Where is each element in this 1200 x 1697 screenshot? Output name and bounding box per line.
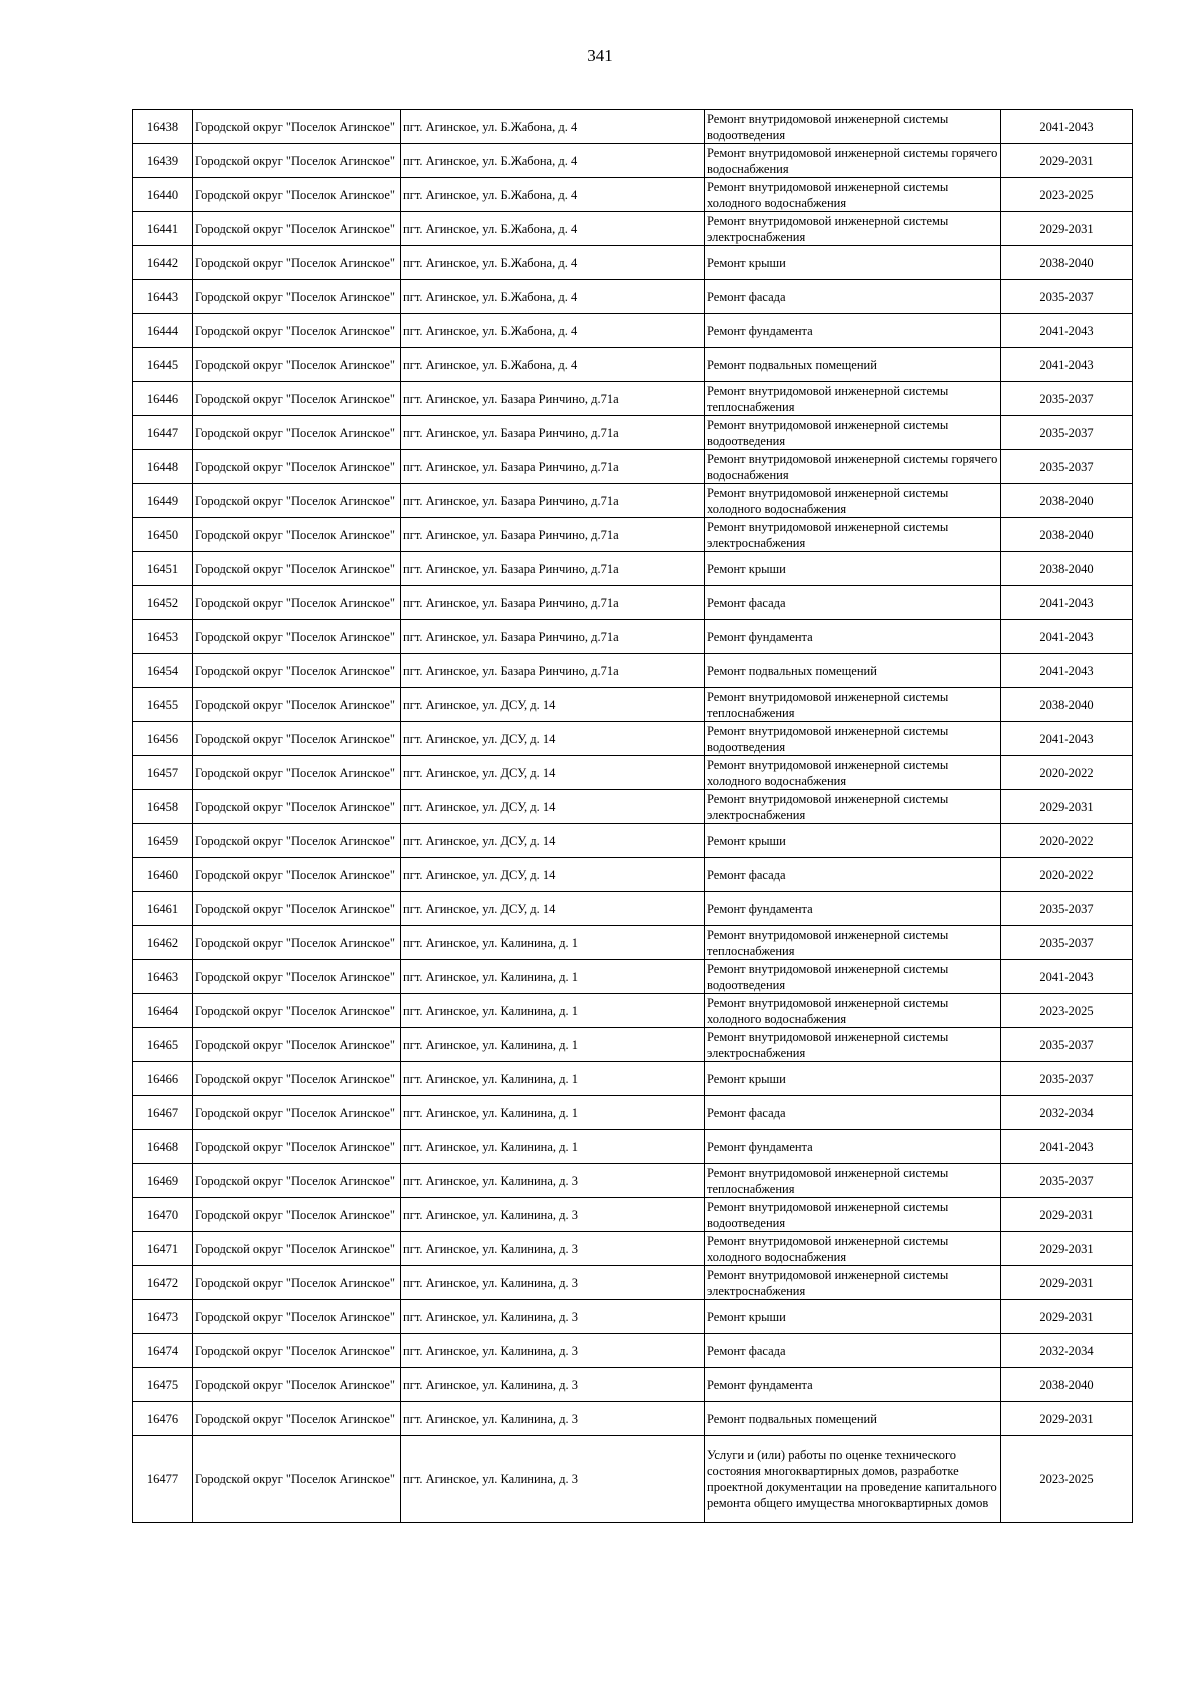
address-cell: пгт. Агинское, ул. ДСУ, д. 14: [401, 790, 705, 824]
page-number: 341: [587, 46, 613, 65]
table-row: [133, 994, 1133, 1028]
row-number-cell: 16452: [133, 586, 193, 620]
row-number-cell: 16474: [133, 1334, 193, 1368]
period-cell: 2035-2037: [1001, 1062, 1133, 1096]
work-type-cell: Ремонт крыши: [705, 824, 1001, 858]
address-cell: пгт. Агинское, ул. Калинина, д. 3: [401, 1232, 705, 1266]
address-cell: пгт. Агинское, ул. Б.Жабона, д. 4: [401, 178, 705, 212]
work-type-cell: Ремонт внутридомовой инженерной системы теплоснабжения: [705, 926, 1001, 960]
municipality-cell: Городской округ "Поселок Агинское": [193, 722, 401, 756]
work-type-cell: Ремонт фасада: [705, 1334, 1001, 1368]
period-cell: 2035-2037: [1001, 926, 1133, 960]
table-row: [133, 790, 1133, 824]
work-type-cell: Ремонт внутридомовой инженерной системы электроснабжения: [705, 1266, 1001, 1300]
period-cell: 2029-2031: [1001, 212, 1133, 246]
address-cell: пгт. Агинское, ул. Калинина, д. 1: [401, 926, 705, 960]
work-type-cell: Ремонт внутридомовой инженерной системы теплоснабжения: [705, 688, 1001, 722]
address-cell: пгт. Агинское, ул. ДСУ, д. 14: [401, 722, 705, 756]
address-cell: пгт. Агинское, ул. Базара Ринчино, д.71а: [401, 620, 705, 654]
table-row: [133, 756, 1133, 790]
address-cell: пгт. Агинское, ул. Базара Ринчино, д.71а: [401, 654, 705, 688]
period-cell: 2038-2040: [1001, 246, 1133, 280]
work-type-cell: Ремонт внутридомовой инженерной системы водоотведения: [705, 416, 1001, 450]
row-number-cell: 16459: [133, 824, 193, 858]
period-cell: 2029-2031: [1001, 1232, 1133, 1266]
municipality-cell: Городской округ "Поселок Агинское": [193, 1402, 401, 1436]
work-type-cell: Ремонт фундамента: [705, 892, 1001, 926]
row-number-cell: 16457: [133, 756, 193, 790]
municipality-cell: Городской округ "Поселок Агинское": [193, 178, 401, 212]
municipality-cell: Городской округ "Поселок Агинское": [193, 348, 401, 382]
table-row: [133, 1062, 1133, 1096]
table-row: [133, 178, 1133, 212]
municipality-cell: Городской округ "Поселок Агинское": [193, 552, 401, 586]
row-number-cell: 16468: [133, 1130, 193, 1164]
period-cell: 2041-2043: [1001, 620, 1133, 654]
address-cell: пгт. Агинское, ул. Калинина, д. 1: [401, 1062, 705, 1096]
municipality-cell: Городской округ "Поселок Агинское": [193, 1198, 401, 1232]
period-cell: 2029-2031: [1001, 144, 1133, 178]
municipality-cell: Городской округ "Поселок Агинское": [193, 1096, 401, 1130]
municipality-cell: Городской округ "Поселок Агинское": [193, 314, 401, 348]
row-number-cell: 16441: [133, 212, 193, 246]
work-type-cell: Ремонт крыши: [705, 1062, 1001, 1096]
row-number-cell: 16476: [133, 1402, 193, 1436]
table-row: [133, 314, 1133, 348]
table-row: [133, 518, 1133, 552]
period-cell: 2032-2034: [1001, 1334, 1133, 1368]
row-number-cell: 16469: [133, 1164, 193, 1198]
period-cell: 2035-2037: [1001, 1028, 1133, 1062]
row-number-cell: 16467: [133, 1096, 193, 1130]
work-type-cell: Ремонт крыши: [705, 246, 1001, 280]
work-type-cell: Ремонт внутридомовой инженерной системы теплоснабжения: [705, 382, 1001, 416]
municipality-cell: Городской округ "Поселок Агинское": [193, 858, 401, 892]
address-cell: пгт. Агинское, ул. Калинина, д. 3: [401, 1436, 705, 1523]
municipality-cell: Городской округ "Поселок Агинское": [193, 790, 401, 824]
row-number-cell: 16449: [133, 484, 193, 518]
table-row: [133, 484, 1133, 518]
table-row: [133, 246, 1133, 280]
period-cell: 2041-2043: [1001, 960, 1133, 994]
work-type-cell: Ремонт внутридомовой инженерной системы электроснабжения: [705, 212, 1001, 246]
period-cell: 2041-2043: [1001, 110, 1133, 144]
row-number-cell: 16466: [133, 1062, 193, 1096]
address-cell: пгт. Агинское, ул. Б.Жабона, д. 4: [401, 348, 705, 382]
work-type-cell: Ремонт подвальных помещений: [705, 348, 1001, 382]
address-cell: пгт. Агинское, ул. Калинина, д. 3: [401, 1266, 705, 1300]
row-number-cell: 16463: [133, 960, 193, 994]
period-cell: 2038-2040: [1001, 688, 1133, 722]
municipality-cell: Городской округ "Поселок Агинское": [193, 1334, 401, 1368]
municipality-cell: Городской округ "Поселок Агинское": [193, 994, 401, 1028]
row-number-cell: 16471: [133, 1232, 193, 1266]
period-cell: 2023-2025: [1001, 178, 1133, 212]
work-type-cell: Ремонт внутридомовой инженерной системы холодного водоснабжения: [705, 484, 1001, 518]
period-cell: 2020-2022: [1001, 858, 1133, 892]
table-row: [133, 654, 1133, 688]
address-cell: пгт. Агинское, ул. Б.Жабона, д. 4: [401, 314, 705, 348]
table-row: [133, 620, 1133, 654]
period-cell: 2032-2034: [1001, 1096, 1133, 1130]
work-type-cell: Ремонт подвальных помещений: [705, 1402, 1001, 1436]
table-row: [133, 416, 1133, 450]
work-type-cell: Ремонт фундамента: [705, 314, 1001, 348]
address-cell: пгт. Агинское, ул. Калинина, д. 1: [401, 1028, 705, 1062]
period-cell: 2038-2040: [1001, 1368, 1133, 1402]
municipality-cell: Городской округ "Поселок Агинское": [193, 110, 401, 144]
row-number-cell: 16462: [133, 926, 193, 960]
address-cell: пгт. Агинское, ул. Калинина, д. 1: [401, 1130, 705, 1164]
municipality-cell: Городской округ "Поселок Агинское": [193, 246, 401, 280]
address-cell: пгт. Агинское, ул. Калинина, д. 3: [401, 1334, 705, 1368]
work-type-cell: Ремонт фасада: [705, 1096, 1001, 1130]
address-cell: пгт. Агинское, ул. ДСУ, д. 14: [401, 824, 705, 858]
work-type-cell: Ремонт внутридомовой инженерной системы холодного водоснабжения: [705, 1232, 1001, 1266]
work-type-cell: Ремонт фундамента: [705, 1368, 1001, 1402]
municipality-cell: Городской округ "Поселок Агинское": [193, 382, 401, 416]
table-row: [133, 280, 1133, 314]
table-row: [133, 824, 1133, 858]
table-row: [133, 1232, 1133, 1266]
period-cell: 2038-2040: [1001, 484, 1133, 518]
table-row: [133, 926, 1133, 960]
period-cell: 2035-2037: [1001, 450, 1133, 484]
table-row: [133, 1096, 1133, 1130]
row-number-cell: 16461: [133, 892, 193, 926]
municipality-cell: Городской округ "Поселок Агинское": [193, 144, 401, 178]
period-cell: 2029-2031: [1001, 790, 1133, 824]
work-type-cell: Ремонт внутридомовой инженерной системы горячего водоснабжения: [705, 144, 1001, 178]
repair-schedule-table: [132, 109, 1133, 1523]
municipality-cell: Городской округ "Поселок Агинское": [193, 1368, 401, 1402]
table-row: [133, 1130, 1133, 1164]
table-row: [133, 450, 1133, 484]
table-row: [133, 1198, 1133, 1232]
work-type-cell: Ремонт внутридомовой инженерной системы водоотведения: [705, 960, 1001, 994]
municipality-cell: Городской округ "Поселок Агинское": [193, 620, 401, 654]
row-number-cell: 16456: [133, 722, 193, 756]
address-cell: пгт. Агинское, ул. Базара Ринчино, д.71а: [401, 552, 705, 586]
work-type-cell: Ремонт внутридомовой инженерной системы электроснабжения: [705, 790, 1001, 824]
municipality-cell: Городской округ "Поселок Агинское": [193, 756, 401, 790]
period-cell: 2020-2022: [1001, 824, 1133, 858]
table-row: [133, 1402, 1133, 1436]
address-cell: пгт. Агинское, ул. Базара Ринчино, д.71а: [401, 518, 705, 552]
period-cell: 2029-2031: [1001, 1300, 1133, 1334]
municipality-cell: Городской округ "Поселок Агинское": [193, 1266, 401, 1300]
table-row: [133, 858, 1133, 892]
row-number-cell: 16475: [133, 1368, 193, 1402]
table-row: [133, 1266, 1133, 1300]
period-cell: 2041-2043: [1001, 348, 1133, 382]
municipality-cell: Городской округ "Поселок Агинское": [193, 518, 401, 552]
work-type-cell: Ремонт фундамента: [705, 1130, 1001, 1164]
address-cell: пгт. Агинское, ул. Калинина, д. 3: [401, 1402, 705, 1436]
period-cell: 2035-2037: [1001, 416, 1133, 450]
row-number-cell: 16444: [133, 314, 193, 348]
address-cell: пгт. Агинское, ул. ДСУ, д. 14: [401, 688, 705, 722]
address-cell: пгт. Агинское, ул. Б.Жабона, д. 4: [401, 110, 705, 144]
row-number-cell: 16455: [133, 688, 193, 722]
period-cell: 2023-2025: [1001, 1436, 1133, 1523]
period-cell: 2023-2025: [1001, 994, 1133, 1028]
table-row: [133, 1334, 1133, 1368]
table-row: [133, 382, 1133, 416]
row-number-cell: 16445: [133, 348, 193, 382]
period-cell: 2020-2022: [1001, 756, 1133, 790]
municipality-cell: Городской округ "Поселок Агинское": [193, 1436, 401, 1523]
period-cell: 2041-2043: [1001, 654, 1133, 688]
row-number-cell: 16442: [133, 246, 193, 280]
municipality-cell: Городской округ "Поселок Агинское": [193, 1028, 401, 1062]
address-cell: пгт. Агинское, ул. Калинина, д. 1: [401, 1096, 705, 1130]
municipality-cell: Городской округ "Поселок Агинское": [193, 824, 401, 858]
work-type-cell: Ремонт внутридомовой инженерной системы электроснабжения: [705, 518, 1001, 552]
municipality-cell: Городской округ "Поселок Агинское": [193, 960, 401, 994]
table-row: [133, 1436, 1133, 1523]
table-body: [133, 110, 1133, 1523]
work-type-cell: Ремонт внутридомовой инженерной системы водоотведения: [705, 110, 1001, 144]
address-cell: пгт. Агинское, ул. ДСУ, д. 14: [401, 756, 705, 790]
period-cell: 2035-2037: [1001, 1164, 1133, 1198]
work-type-cell: Ремонт крыши: [705, 552, 1001, 586]
table-row: [133, 110, 1133, 144]
row-number-cell: 16447: [133, 416, 193, 450]
row-number-cell: 16460: [133, 858, 193, 892]
address-cell: пгт. Агинское, ул. Б.Жабона, д. 4: [401, 246, 705, 280]
table-row: [133, 722, 1133, 756]
municipality-cell: Городской округ "Поселок Агинское": [193, 416, 401, 450]
period-cell: 2041-2043: [1001, 314, 1133, 348]
work-type-cell: Ремонт подвальных помещений: [705, 654, 1001, 688]
address-cell: пгт. Агинское, ул. ДСУ, д. 14: [401, 892, 705, 926]
address-cell: пгт. Агинское, ул. Калинина, д. 1: [401, 960, 705, 994]
row-number-cell: 16465: [133, 1028, 193, 1062]
municipality-cell: Городской округ "Поселок Агинское": [193, 212, 401, 246]
work-type-cell: Ремонт фасада: [705, 858, 1001, 892]
address-cell: пгт. Агинское, ул. Б.Жабона, д. 4: [401, 144, 705, 178]
work-type-cell: Ремонт фундамента: [705, 620, 1001, 654]
municipality-cell: Городской округ "Поселок Агинское": [193, 280, 401, 314]
period-cell: 2041-2043: [1001, 1130, 1133, 1164]
address-cell: пгт. Агинское, ул. Базара Ринчино, д.71а: [401, 382, 705, 416]
municipality-cell: Городской округ "Поселок Агинское": [193, 1164, 401, 1198]
table-row: [133, 1164, 1133, 1198]
table-row: [133, 1300, 1133, 1334]
address-cell: пгт. Агинское, ул. Базара Ринчино, д.71а: [401, 416, 705, 450]
row-number-cell: 16453: [133, 620, 193, 654]
row-number-cell: 16448: [133, 450, 193, 484]
work-type-cell: Ремонт внутридомовой инженерной системы холодного водоснабжения: [705, 178, 1001, 212]
period-cell: 2038-2040: [1001, 552, 1133, 586]
row-number-cell: 16451: [133, 552, 193, 586]
row-number-cell: 16473: [133, 1300, 193, 1334]
municipality-cell: Городской округ "Поселок Агинское": [193, 1232, 401, 1266]
period-cell: 2038-2040: [1001, 518, 1133, 552]
municipality-cell: Городской округ "Поселок Агинское": [193, 654, 401, 688]
table-row: [133, 348, 1133, 382]
row-number-cell: 16458: [133, 790, 193, 824]
work-type-cell: Ремонт внутридомовой инженерной системы теплоснабжения: [705, 1164, 1001, 1198]
row-number-cell: 16440: [133, 178, 193, 212]
work-type-cell: Ремонт внутридомовой инженерной системы водоотведения: [705, 722, 1001, 756]
work-type-cell: Ремонт внутридомовой инженерной системы холодного водоснабжения: [705, 756, 1001, 790]
row-number-cell: 16439: [133, 144, 193, 178]
period-cell: 2029-2031: [1001, 1402, 1133, 1436]
municipality-cell: Городской округ "Поселок Агинское": [193, 1062, 401, 1096]
period-cell: 2029-2031: [1001, 1266, 1133, 1300]
period-cell: 2035-2037: [1001, 280, 1133, 314]
period-cell: 2035-2037: [1001, 382, 1133, 416]
address-cell: пгт. Агинское, ул. Калинина, д. 3: [401, 1164, 705, 1198]
municipality-cell: Городской округ "Поселок Агинское": [193, 688, 401, 722]
work-type-cell: Ремонт внутридомовой инженерной системы холодного водоснабжения: [705, 994, 1001, 1028]
address-cell: пгт. Агинское, ул. Б.Жабона, д. 4: [401, 212, 705, 246]
row-number-cell: 16446: [133, 382, 193, 416]
row-number-cell: 16472: [133, 1266, 193, 1300]
work-type-cell: Ремонт фасада: [705, 280, 1001, 314]
address-cell: пгт. Агинское, ул. ДСУ, д. 14: [401, 858, 705, 892]
table-row: [133, 1368, 1133, 1402]
work-type-cell: Ремонт внутридомовой инженерной системы горячего водоснабжения: [705, 450, 1001, 484]
address-cell: пгт. Агинское, ул. Базара Ринчино, д.71а: [401, 450, 705, 484]
municipality-cell: Городской округ "Поселок Агинское": [193, 1300, 401, 1334]
table-row: [133, 960, 1133, 994]
municipality-cell: Городской округ "Поселок Агинское": [193, 926, 401, 960]
address-cell: пгт. Агинское, ул. Калинина, д. 1: [401, 994, 705, 1028]
table-row: [133, 892, 1133, 926]
address-cell: пгт. Агинское, ул. Калинина, д. 3: [401, 1368, 705, 1402]
table-row: [133, 1028, 1133, 1062]
address-cell: пгт. Агинское, ул. Калинина, д. 3: [401, 1198, 705, 1232]
address-cell: пгт. Агинское, ул. Калинина, д. 3: [401, 1300, 705, 1334]
municipality-cell: Городской округ "Поселок Агинское": [193, 892, 401, 926]
municipality-cell: Городской округ "Поселок Агинское": [193, 586, 401, 620]
table-row: [133, 552, 1133, 586]
municipality-cell: Городской округ "Поселок Агинское": [193, 450, 401, 484]
work-type-cell: Услуги и (или) работы по оценке технического состояния многоквартирных домов, разработке проектной документации на проведение капитального ремонта общего имущества многоквартирных домов: [705, 1436, 1001, 1523]
period-cell: 2041-2043: [1001, 722, 1133, 756]
row-number-cell: 16464: [133, 994, 193, 1028]
address-cell: пгт. Агинское, ул. Базара Ринчино, д.71а: [401, 484, 705, 518]
row-number-cell: 16477: [133, 1436, 193, 1523]
address-cell: пгт. Агинское, ул. Базара Ринчино, д.71а: [401, 586, 705, 620]
table-row: [133, 586, 1133, 620]
row-number-cell: 16438: [133, 110, 193, 144]
municipality-cell: Городской округ "Поселок Агинское": [193, 484, 401, 518]
work-type-cell: Ремонт крыши: [705, 1300, 1001, 1334]
period-cell: 2035-2037: [1001, 892, 1133, 926]
municipality-cell: Городской округ "Поселок Агинское": [193, 1130, 401, 1164]
row-number-cell: 16470: [133, 1198, 193, 1232]
work-type-cell: Ремонт фасада: [705, 586, 1001, 620]
address-cell: пгт. Агинское, ул. Б.Жабона, д. 4: [401, 280, 705, 314]
row-number-cell: 16443: [133, 280, 193, 314]
table-row: [133, 212, 1133, 246]
table-row: [133, 688, 1133, 722]
work-type-cell: Ремонт внутридомовой инженерной системы электроснабжения: [705, 1028, 1001, 1062]
row-number-cell: 16450: [133, 518, 193, 552]
period-cell: 2041-2043: [1001, 586, 1133, 620]
period-cell: 2029-2031: [1001, 1198, 1133, 1232]
table-row: [133, 144, 1133, 178]
work-type-cell: Ремонт внутридомовой инженерной системы водоотведения: [705, 1198, 1001, 1232]
row-number-cell: 16454: [133, 654, 193, 688]
